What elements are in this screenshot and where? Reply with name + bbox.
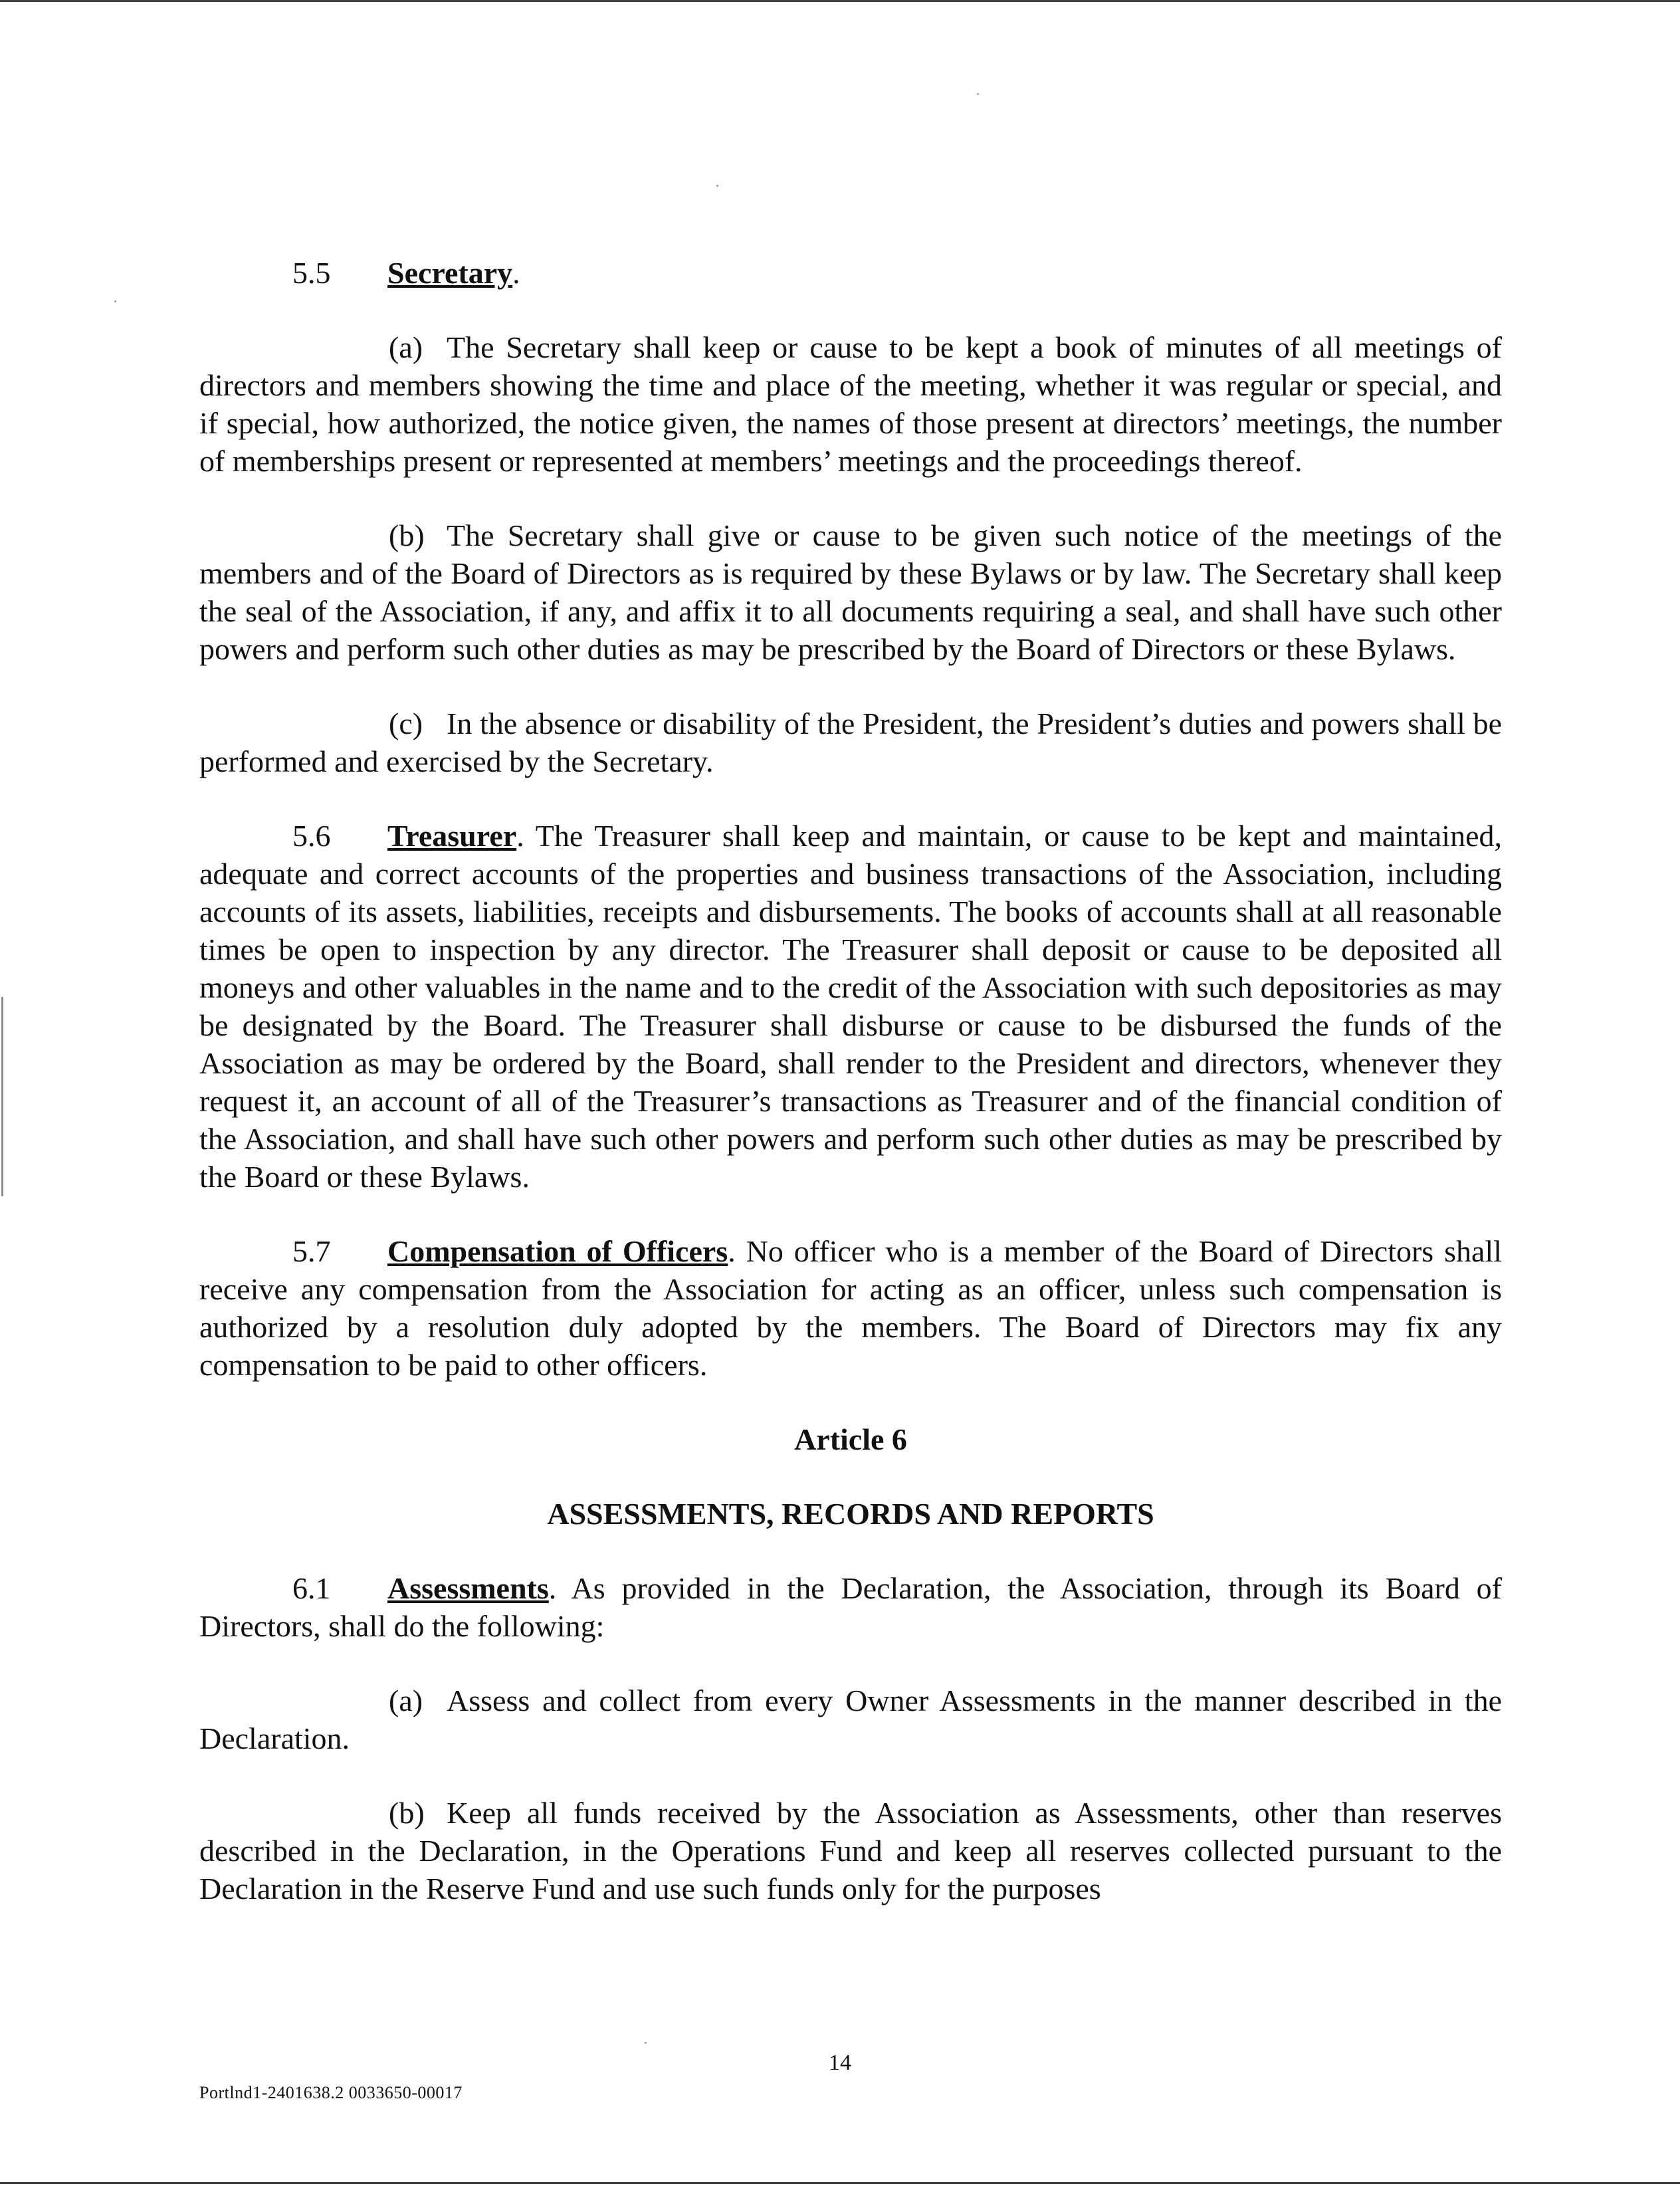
subsection-label: (b) bbox=[389, 518, 425, 552]
section-5-5-heading bbox=[199, 254, 1502, 292]
top-border bbox=[0, 0, 1680, 2]
section-title: Secretary bbox=[387, 256, 513, 290]
section-5-5-b bbox=[199, 516, 1502, 668]
subsection-label: (b) bbox=[389, 1796, 425, 1830]
section-number: 5.6 bbox=[292, 819, 331, 853]
section-text: . As provided in the Declaration, the Association, through its Board of Directors, shall do the following: bbox=[199, 1571, 1502, 1643]
scan-speck bbox=[114, 300, 116, 302]
article-label: Article 6 bbox=[794, 1422, 907, 1456]
section-title-suffix: . bbox=[512, 256, 520, 290]
scan-margin-mark bbox=[1, 997, 3, 1196]
section-text: . The Treasurer shall keep and maintain, or cause to be kept and maintained, adequate and correct accounts of the properties and business transactions of the Association, including accounts of its assets, liabilities, receipts and disbursements. The books of accounts shall at all reasonable times be open to inspection by any director. The Treasurer shall deposit or cause to be deposited all moneys and other valuables in the name and to the credit of the Association with such depositories as may be designated by the Board. The Treasurer shall disburse or cause to be disbursed the funds of the Association as may be ordered by the Board, shall render to the President and directors, whenever they request it, an account of all of the Treasurer’s transactions as Treasurer and of the financial condition of the Association, and shall have such other powers and perform such other duties as may be prescribed by the Board or these Bylaws. bbox=[199, 819, 1502, 1194]
subsection-label: (c) bbox=[389, 707, 423, 740]
subsection-label: (a) bbox=[389, 1684, 423, 1717]
section-6-1-a bbox=[199, 1682, 1502, 1757]
section-6-1 bbox=[199, 1569, 1502, 1645]
section-title: Assessments bbox=[387, 1571, 549, 1605]
section-number: 5.5 bbox=[292, 256, 331, 290]
section-text: . No officer who is a member of the Board of Directors shall receive any compensation from the Association for acting as an officer, unless such compensation is authorized by a resolution duly adopted by the members. The Board of Directors may fix any compensation to be paid to other officers. bbox=[199, 1234, 1502, 1382]
subsection-label: (a) bbox=[389, 330, 423, 364]
section-6-1-b bbox=[199, 1794, 1502, 1908]
subsection-text: In the absence or disability of the President, the President’s duties and powers shall be performed and exercised by the Secretary. bbox=[199, 707, 1502, 778]
article-title: ASSESSMENTS, RECORDS AND REPORTS bbox=[547, 1497, 1154, 1531]
subsection-text: The Secretary shall keep or cause to be kept a book of minutes of all meetings of directors and members showing the time and place of the meeting, whether it was regular or special, and if special, how authorized, the notice given, the names of those present at directors’ meetings, the number of memberships present or represented at members’ meetings and the proceedings thereof. bbox=[199, 330, 1502, 478]
scan-speck bbox=[977, 93, 979, 95]
bottom-border bbox=[0, 2182, 1680, 2184]
section-number: 6.1 bbox=[292, 1571, 331, 1605]
section-5-7 bbox=[199, 1232, 1502, 1384]
section-5-6 bbox=[199, 817, 1502, 1196]
section-number: 5.7 bbox=[292, 1234, 331, 1268]
section-5-5-c bbox=[199, 705, 1502, 780]
section-5-5-a bbox=[199, 328, 1502, 480]
scan-speck bbox=[645, 2042, 647, 2044]
subsection-text: Keep all funds received by the Association as Assessments, other than reserves described in the Declaration, in the Operations Fund and keep all reserves collected pursuant to the Declaration in the Reserve Fund and use such funds only for the purposes bbox=[199, 1796, 1502, 1906]
document-id: Portlnd1-2401638.2 0033650-00017 bbox=[199, 2083, 463, 2102]
section-title: Compensation of Officers bbox=[387, 1234, 728, 1268]
page-number: 14 bbox=[829, 2050, 851, 2075]
section-title: Treasurer bbox=[387, 819, 517, 853]
subsection-text: Assess and collect from every Owner Assessments in the manner described in the Declaration. bbox=[199, 1684, 1502, 1755]
document-body bbox=[199, 254, 1502, 1944]
subsection-text: The Secretary shall give or cause to be given such notice of the meetings of the members and of the Board of Directors as is required by these Bylaws or by law. The Secretary shall keep the seal of the Association, if any, and affix it to all documents requiring a seal, and shall have such other powers and perform such other duties as may be prescribed by the Board of Directors or these Bylaws. bbox=[199, 518, 1502, 666]
scan-speck bbox=[716, 185, 718, 187]
